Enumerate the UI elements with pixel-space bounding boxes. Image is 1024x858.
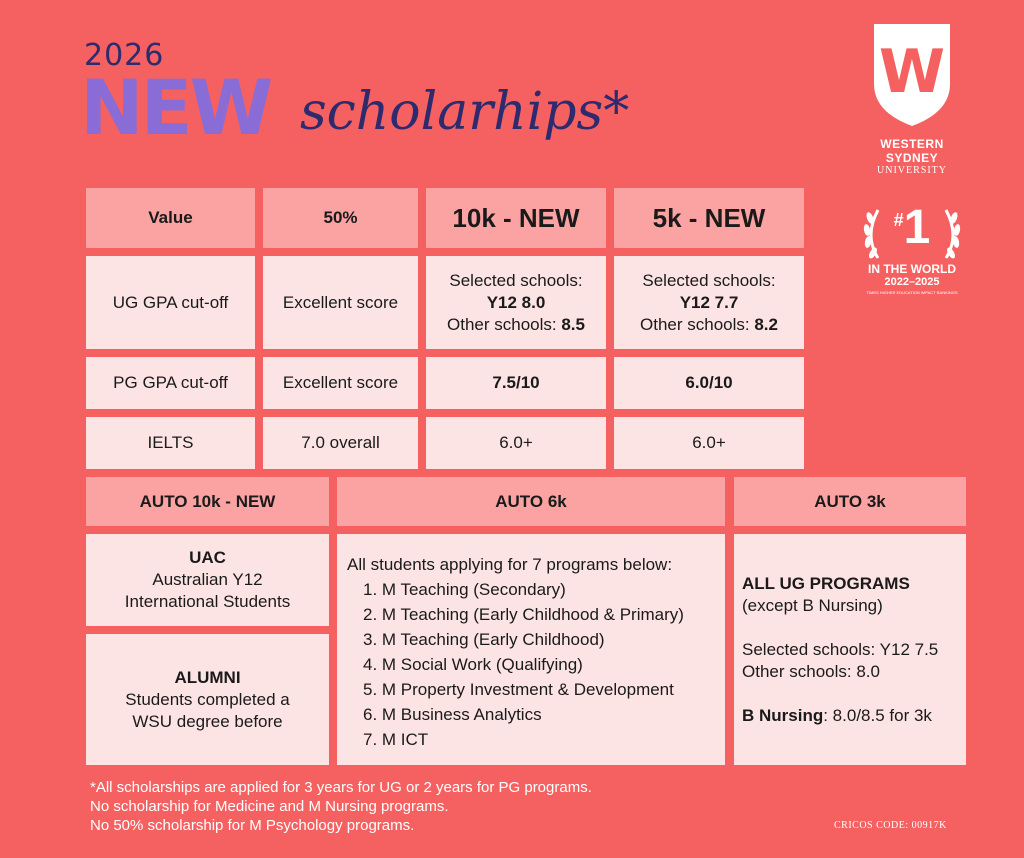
header-value: Value bbox=[86, 188, 255, 248]
ug-10k-value: Selected schools: Y12 8.0 Other schools: 8.5 bbox=[426, 256, 606, 349]
logo-sub: UNIVERSITY bbox=[877, 165, 947, 176]
pg-5k-value: 6.0/10 bbox=[614, 357, 804, 409]
award-line3: TIMES HIGHER EDUCATION IMPACT RANKINGS bbox=[866, 290, 958, 295]
header-auto-6k: AUTO 6k bbox=[337, 477, 725, 526]
alumni-cell: ALUMNI Students completed a WSU degree before bbox=[86, 634, 329, 765]
ielts-50-value: 7.0 overall bbox=[263, 417, 418, 469]
university-logo bbox=[862, 22, 962, 176]
title-new: NEW bbox=[80, 63, 271, 152]
uac-cell: UAC Australian Y12 International Students bbox=[86, 534, 329, 626]
footnote-3: No 50% scholarship for M Psychology programs. bbox=[90, 817, 415, 834]
program-item: 3. M Teaching (Early Childhood) bbox=[363, 630, 605, 649]
programs-list bbox=[347, 577, 684, 752]
cricos-code: CRICOS CODE: 00917K bbox=[834, 820, 947, 831]
ranking-award bbox=[856, 196, 968, 308]
logo-name: WESTERN SYDNEY bbox=[880, 137, 944, 165]
ielts-10k-value: 6.0+ bbox=[426, 417, 606, 469]
program-item: 4. M Social Work (Qualifying) bbox=[363, 655, 583, 674]
program-item: 5. M Property Investment & Development bbox=[363, 680, 674, 699]
header-10k: 10k - NEW bbox=[426, 188, 606, 248]
auto-6k-programs bbox=[337, 534, 725, 765]
ug-gpa-label: UG GPA cut-off bbox=[86, 256, 255, 349]
footnotes bbox=[90, 778, 592, 835]
header-auto-10k: AUTO 10k - NEW bbox=[86, 477, 329, 526]
ug-5k-value: Selected schools: Y12 7.7 Other schools: 8.2 bbox=[614, 256, 804, 349]
program-item: 7. M ICT bbox=[363, 730, 429, 749]
title-scholarships: scholarhips* bbox=[300, 82, 630, 142]
ug-50-value: Excellent score bbox=[263, 256, 418, 349]
program-item: 1. M Teaching (Secondary) bbox=[363, 580, 566, 599]
header-50: 50% bbox=[263, 188, 418, 248]
program-item: 6. M Business Analytics bbox=[363, 705, 542, 724]
footnote-1: *All scholarships are applied for 3 years for UG or 2 years for PG programs. bbox=[90, 779, 592, 796]
award-line2: 2022–2025 bbox=[884, 276, 940, 288]
ielts-5k-value: 6.0+ bbox=[614, 417, 804, 469]
pg-gpa-label: PG GPA cut-off bbox=[86, 357, 255, 409]
award-number: #1 bbox=[893, 201, 931, 254]
program-item: 2. M Teaching (Early Childhood & Primary) bbox=[363, 605, 684, 624]
footnote-2: No scholarship for Medicine and M Nursing programs. bbox=[90, 798, 449, 815]
header-5k: 5k - NEW bbox=[614, 188, 804, 248]
programs-intro: All students applying for 7 programs below: bbox=[347, 555, 673, 574]
year-label: 2026 bbox=[84, 38, 165, 73]
header-auto-3k: AUTO 3k bbox=[734, 477, 966, 526]
shield-icon bbox=[872, 22, 952, 128]
pg-10k-value: 7.5/10 bbox=[426, 357, 606, 409]
ielts-label: IELTS bbox=[86, 417, 255, 469]
logo-letter: W bbox=[878, 37, 946, 107]
auto-3k-cell: ALL UG PROGRAMS (except B Nursing) Selected schools: Y12 7.5 Other schools: 8.0 B Nursing: 8.0/8.5 for 3k bbox=[734, 534, 966, 765]
award-line1: IN THE WORLD bbox=[868, 262, 956, 276]
pg-50-value: Excellent score bbox=[263, 357, 418, 409]
